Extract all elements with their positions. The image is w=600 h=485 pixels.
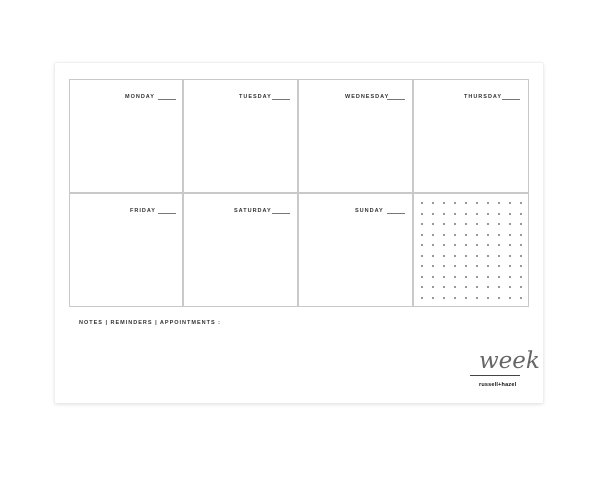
grid-dot xyxy=(498,223,500,225)
grid-dot xyxy=(432,202,434,204)
grid-dot xyxy=(454,244,456,246)
day-label-sunday: SUNDAY xyxy=(355,208,384,214)
notes-label: NOTES | REMINDERS | APPOINTMENTS : xyxy=(79,320,221,326)
grid-dot xyxy=(421,223,423,225)
grid-dot xyxy=(454,286,456,288)
grid-dot xyxy=(509,202,511,204)
grid-dot xyxy=(487,234,489,236)
grid-dot xyxy=(487,265,489,267)
grid-dot xyxy=(443,213,445,215)
day-line-sunday xyxy=(387,213,405,214)
day-label-wednesday: WEDNESDAY xyxy=(345,94,390,100)
grid-dot xyxy=(509,213,511,215)
week-script-title: week xyxy=(479,348,540,374)
day-cell-saturday xyxy=(183,193,298,307)
grid-dot xyxy=(443,244,445,246)
day-label-monday: MONDAY xyxy=(125,94,155,100)
grid-dot xyxy=(487,223,489,225)
grid-dot xyxy=(476,244,478,246)
day-cell-friday xyxy=(69,193,183,307)
day-cell-tuesday xyxy=(183,79,298,193)
grid-dot xyxy=(520,202,522,204)
day-cell-thursday xyxy=(413,79,529,193)
grid-dot xyxy=(421,244,423,246)
grid-dot xyxy=(476,234,478,236)
grid-dot xyxy=(454,265,456,267)
grid-dot xyxy=(421,265,423,267)
grid-dot xyxy=(443,223,445,225)
grid-dot xyxy=(520,213,522,215)
grid-dot xyxy=(498,202,500,204)
grid-dot xyxy=(421,234,423,236)
grid-dot xyxy=(432,276,434,278)
day-label-thursday: THURSDAY xyxy=(464,94,503,100)
grid-dot xyxy=(476,202,478,204)
grid-dot xyxy=(465,255,467,257)
grid-dot xyxy=(432,244,434,246)
dot-grid-cell xyxy=(413,193,529,307)
grid-dot xyxy=(487,286,489,288)
grid-dot xyxy=(432,286,434,288)
grid-dot xyxy=(498,255,500,257)
grid-dot xyxy=(454,276,456,278)
grid-dot xyxy=(465,297,467,299)
grid-dot xyxy=(421,286,423,288)
grid-dot xyxy=(509,255,511,257)
grid-dot xyxy=(454,213,456,215)
grid-dot xyxy=(432,265,434,267)
day-cell-wednesday xyxy=(298,79,413,193)
dot-grid xyxy=(414,194,528,306)
grid-dot xyxy=(487,213,489,215)
day-cell-sunday xyxy=(298,193,413,307)
grid-dot xyxy=(509,297,511,299)
grid-dot xyxy=(498,234,500,236)
grid-dot xyxy=(520,234,522,236)
grid-dot xyxy=(454,255,456,257)
grid-dot xyxy=(465,265,467,267)
grid-dot xyxy=(498,297,500,299)
grid-dot xyxy=(487,297,489,299)
grid-dot xyxy=(498,244,500,246)
grid-dot xyxy=(476,297,478,299)
grid-dot xyxy=(476,286,478,288)
day-line-monday xyxy=(158,99,176,100)
grid-dot xyxy=(465,213,467,215)
grid-dot xyxy=(476,223,478,225)
grid-dot xyxy=(443,276,445,278)
grid-dot xyxy=(443,202,445,204)
day-label-saturday: SATURDAY xyxy=(234,208,272,214)
weekly-planner-pad xyxy=(55,63,543,403)
grid-dot xyxy=(465,234,467,236)
grid-dot xyxy=(498,213,500,215)
grid-dot xyxy=(465,202,467,204)
grid-dot xyxy=(520,297,522,299)
grid-dot xyxy=(454,297,456,299)
grid-dot xyxy=(432,234,434,236)
grid-dot xyxy=(509,265,511,267)
grid-dot xyxy=(520,265,522,267)
grid-dot xyxy=(465,223,467,225)
grid-dot xyxy=(520,286,522,288)
grid-dot xyxy=(476,213,478,215)
grid-dot xyxy=(443,265,445,267)
grid-dot xyxy=(465,276,467,278)
grid-dot xyxy=(520,255,522,257)
grid-dot xyxy=(498,286,500,288)
grid-dot xyxy=(432,223,434,225)
brand-logo: russell+hazel xyxy=(479,382,517,388)
grid-dot xyxy=(454,234,456,236)
grid-dot xyxy=(421,297,423,299)
grid-dot xyxy=(509,223,511,225)
grid-dot xyxy=(443,255,445,257)
grid-dot xyxy=(487,244,489,246)
grid-dot xyxy=(487,276,489,278)
grid-dot xyxy=(509,244,511,246)
grid-dot xyxy=(476,276,478,278)
grid-dot xyxy=(454,202,456,204)
grid-dot xyxy=(443,286,445,288)
grid-dot xyxy=(476,265,478,267)
grid-dot xyxy=(487,202,489,204)
day-line-friday xyxy=(158,213,176,214)
grid-dot xyxy=(498,276,500,278)
grid-dot xyxy=(465,286,467,288)
day-line-tuesday xyxy=(272,99,290,100)
day-line-thursday xyxy=(502,99,520,100)
grid-dot xyxy=(421,213,423,215)
day-line-wednesday xyxy=(387,99,405,100)
grid-dot xyxy=(498,265,500,267)
grid-dot xyxy=(443,234,445,236)
grid-dot xyxy=(432,297,434,299)
grid-dot xyxy=(454,223,456,225)
grid-dot xyxy=(509,234,511,236)
grid-dot xyxy=(509,276,511,278)
grid-dot xyxy=(509,286,511,288)
grid-dot xyxy=(421,255,423,257)
day-line-saturday xyxy=(272,213,290,214)
grid-dot xyxy=(432,255,434,257)
grid-dot xyxy=(520,244,522,246)
grid-dot xyxy=(476,255,478,257)
grid-dot xyxy=(520,223,522,225)
grid-dot xyxy=(421,276,423,278)
day-label-friday: FRIDAY xyxy=(130,208,156,214)
day-cell-monday xyxy=(69,79,183,193)
grid-dot xyxy=(432,213,434,215)
grid-dot xyxy=(520,276,522,278)
grid-dot xyxy=(487,255,489,257)
grid-dot xyxy=(421,202,423,204)
grid-dot xyxy=(465,244,467,246)
day-label-tuesday: TUESDAY xyxy=(239,94,272,100)
grid-dot xyxy=(443,297,445,299)
week-underline xyxy=(470,375,520,376)
